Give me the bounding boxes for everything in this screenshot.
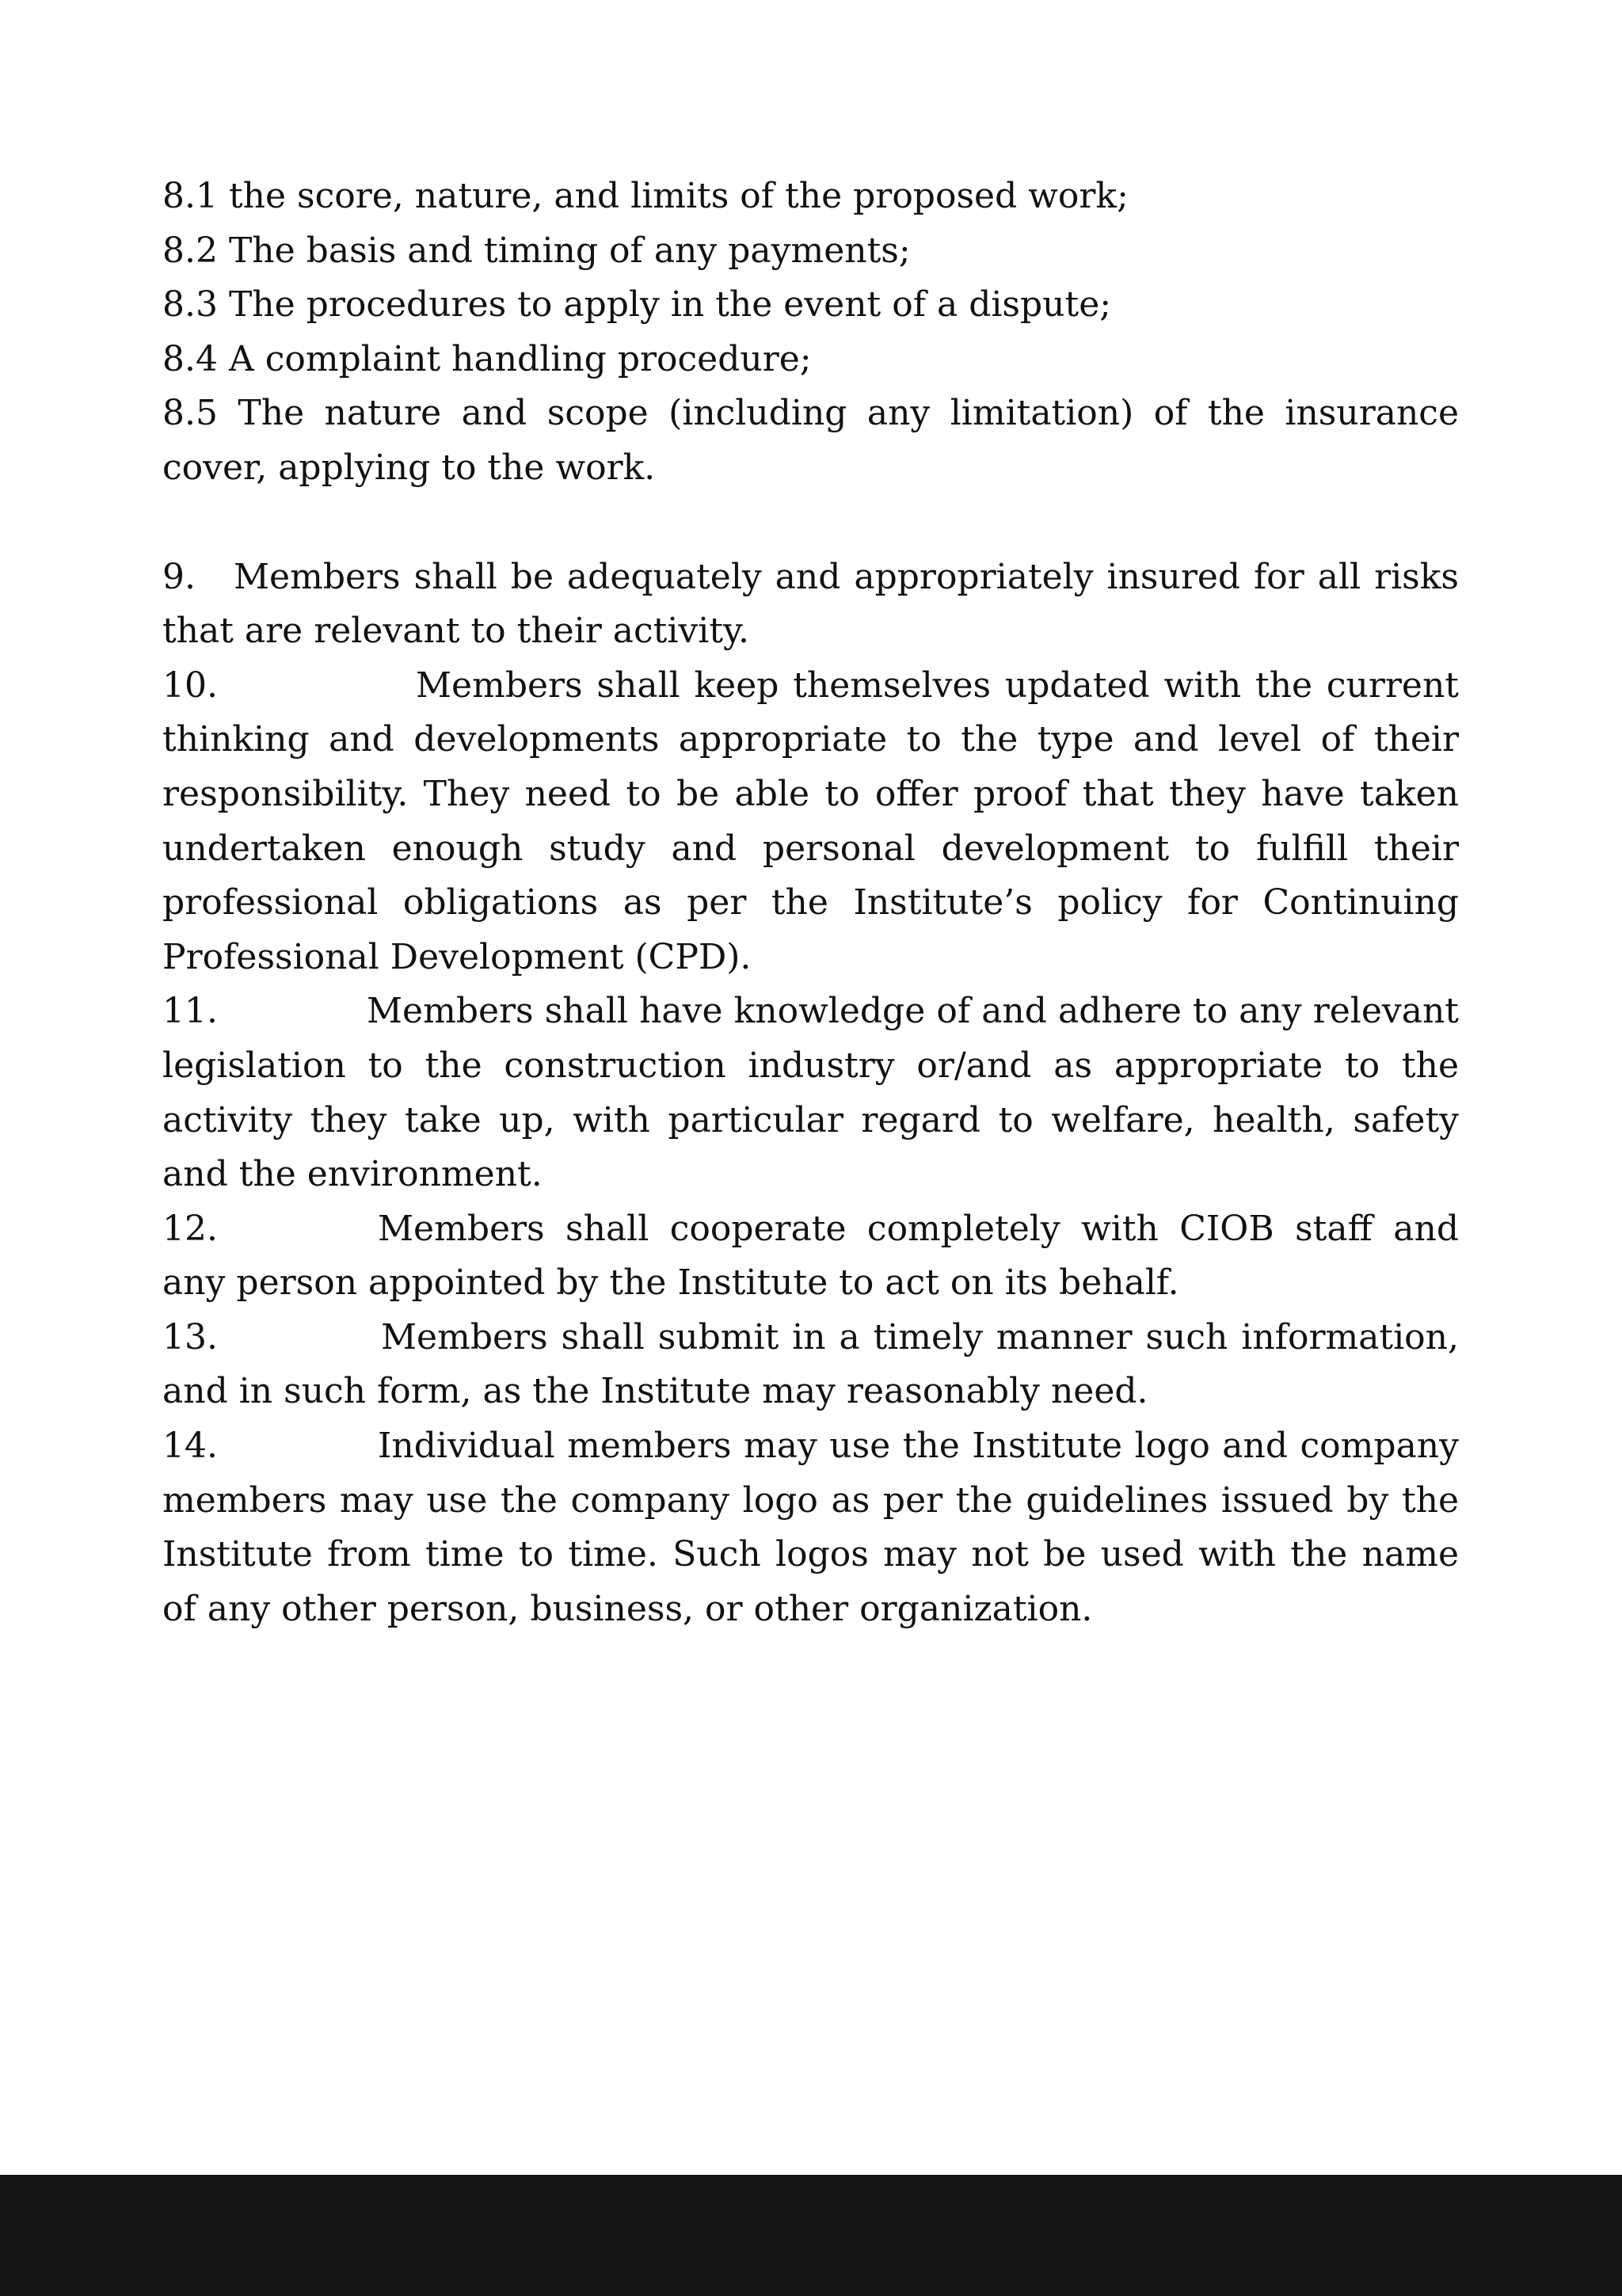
clause-11 [162,984,1459,1201]
sub-item-8-5: 8.5 The nature and scope (including any limitation) of the insurance cover, applying to the work. [162,393,1459,488]
clause-12-number: 12. [162,1208,218,1249]
sub-item-8-3: 8.3 The procedures to apply in the event of a dispute; [162,284,1112,326]
clause-14 [162,1419,1459,1636]
paragraph-gap [162,496,1459,550]
clause-13-number: 13. [162,1316,218,1357]
clause-11-text: Members shall have knowledge of and adhere to any relevant legislation to the construction industry or/and as appropriate to the activity they take up, with particular regard to welfare, health, safety and the environment. [162,991,1459,1195]
clause-13-text: Members shall submit in a timely manner such information, and in such form, as the Institute may reasonably need. [162,1316,1459,1412]
clause-11-number: 11. [162,991,218,1032]
footer-band [0,2175,1622,2296]
clause-10-number: 10. [162,664,218,706]
clause-9 [162,550,1459,659]
sub-item-8-4: 8.4 A complaint handling procedure; [162,338,812,379]
clause-9-text: Members shall be adequately and appropriately insured for all risks that are relevant to their activity. [162,556,1459,652]
clause-12-text: Members shall cooperate completely with CIOB staff and any person appointed by the Institute to act on its behalf. [162,1208,1459,1304]
clause-9-number: 9. [162,556,196,597]
clause-12 [162,1202,1459,1311]
sub-item-8-2: 8.2 The basis and timing of any payments; [162,230,911,271]
document-body [162,169,1459,1636]
clause-10-text: Members shall keep themselves updated with the current thinking and developments appropriate to the type and level of their responsibility. They need to be able to offer proof that they have taken undertaken enough study and personal development to fulfill their professional obligations as per the Institute’s policy for Continuing Professional Development (CPD). [162,664,1459,977]
clause-13 [162,1311,1459,1419]
sub-item-8-1: 8.1 the score, nature, and limits of the proposed work; [162,176,1129,216]
clause-10 [162,659,1459,985]
clause-14-text: Individual members may use the Institute logo and company members may use the company logo as per the guidelines issued by the Institute from time to time. Such logos may not be used with the name of any other person, business, or other organization. [162,1426,1459,1629]
clause-14-number: 14. [162,1426,218,1467]
